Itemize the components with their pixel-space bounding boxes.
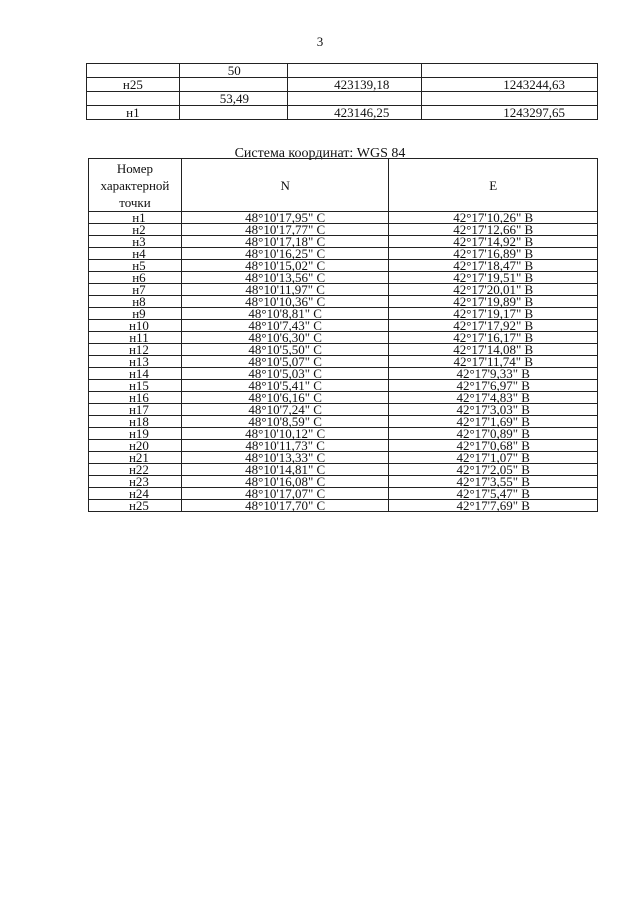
distance-value: 50 xyxy=(227,63,241,78)
y-coordinate-cell: 1243297,65 xyxy=(422,106,598,120)
latitude-cell: 48°10'17,95" С xyxy=(181,212,389,224)
latitude-cell: 48°10'13,56" С xyxy=(181,272,389,284)
longitude-cell: 42°17'19,51" В xyxy=(389,272,598,284)
point-number-cell: н12 xyxy=(89,344,182,356)
header-point-number: Номер характерной точки xyxy=(89,159,182,212)
distance-cell xyxy=(179,64,287,78)
point-number-cell: н23 xyxy=(89,476,182,488)
x-coordinate-cell: 423146,25 xyxy=(287,106,422,120)
latitude-cell: 48°10'17,18" С xyxy=(181,236,389,248)
top-table-body xyxy=(87,64,598,120)
distance-value: 53,49 xyxy=(219,91,249,106)
point-number-cell: н17 xyxy=(89,404,182,416)
point-number-cell: н3 xyxy=(89,236,182,248)
longitude-cell: 42°17'20,01" В xyxy=(389,284,598,296)
latitude-cell: 48°10'17,07" С xyxy=(181,488,389,500)
distance-row xyxy=(87,92,598,106)
latitude-cell: 48°10'5,50" С xyxy=(181,344,389,356)
top-coordinates-table xyxy=(86,63,598,120)
empty-cell xyxy=(422,64,598,78)
point-number-cell: н13 xyxy=(89,356,182,368)
empty-cell xyxy=(179,106,287,120)
empty-cell xyxy=(422,92,598,106)
latitude-cell: 48°10'6,30" С xyxy=(181,332,389,344)
page-number: 3 xyxy=(316,34,324,49)
point-number-cell: н14 xyxy=(89,368,182,380)
header-n: N xyxy=(181,159,389,212)
empty-cell xyxy=(287,92,422,106)
coords-table-body xyxy=(89,212,598,512)
y-coordinate-cell: 1243244,63 xyxy=(422,78,598,92)
longitude-cell: 42°17'16,89" В xyxy=(389,248,598,260)
latitude-cell: 48°10'15,02" С xyxy=(181,260,389,272)
longitude-cell: 42°17'1,07" В xyxy=(389,452,598,464)
point-number-cell: н8 xyxy=(89,296,182,308)
latitude-cell: 48°10'11,97" С xyxy=(181,284,389,296)
longitude-cell: 42°17'18,47" В xyxy=(389,260,598,272)
point-number-cell: н22 xyxy=(89,464,182,476)
point-number-cell: н2 xyxy=(89,224,182,236)
longitude-cell: 42°17'16,17" В xyxy=(389,332,598,344)
point-number-cell: н4 xyxy=(89,248,182,260)
distance-cell xyxy=(179,92,287,106)
longitude-cell: 42°17'19,17" В xyxy=(389,308,598,320)
point-number-cell: н24 xyxy=(89,488,182,500)
longitude-cell: 42°17'19,89" В xyxy=(389,296,598,308)
point-number-cell: н11 xyxy=(89,332,182,344)
header-e: E xyxy=(389,159,598,212)
coordinate-system-caption: Система координат: WGS 84 xyxy=(234,146,406,161)
point-number-cell: н6 xyxy=(89,272,182,284)
point-number-cell: н9 xyxy=(89,308,182,320)
longitude-cell: 42°17'1,69" В xyxy=(389,416,598,428)
empty-cell xyxy=(87,64,180,78)
point-number-cell: н1 xyxy=(87,106,180,120)
empty-cell xyxy=(179,78,287,92)
longitude-cell: 42°17'3,55" В xyxy=(389,476,598,488)
point-number-cell: н16 xyxy=(89,392,182,404)
latitude-cell: 48°10'16,08" С xyxy=(181,476,389,488)
point-number-cell: н25 xyxy=(89,500,182,512)
empty-cell xyxy=(87,92,180,106)
point-row xyxy=(87,78,598,92)
longitude-cell: 42°17'4,83" В xyxy=(389,392,598,404)
latitude-cell: 48°10'5,03" С xyxy=(181,368,389,380)
point-number-cell: н18 xyxy=(89,416,182,428)
point-number-cell: н15 xyxy=(89,380,182,392)
longitude-cell: 42°17'9,33" В xyxy=(389,368,598,380)
longitude-cell: 42°17'7,69" В xyxy=(389,500,598,512)
latitude-cell: 48°10'7,24" С xyxy=(181,404,389,416)
wgs84-coordinates-table xyxy=(88,158,598,512)
longitude-cell: 42°17'5,47" В xyxy=(389,488,598,500)
x-coordinate-cell: 423139,18 xyxy=(287,78,422,92)
empty-cell xyxy=(287,64,422,78)
latitude-cell: 48°10'5,07" С xyxy=(181,356,389,368)
longitude-cell: 42°17'2,05" В xyxy=(389,464,598,476)
latitude-cell: 48°10'8,59" С xyxy=(181,416,389,428)
longitude-cell: 42°17'6,97" В xyxy=(389,380,598,392)
latitude-cell: 48°10'8,81" С xyxy=(181,308,389,320)
latitude-cell: 48°10'17,77" С xyxy=(181,224,389,236)
longitude-cell: 42°17'10,26" В xyxy=(389,212,598,224)
longitude-cell: 42°17'11,74" В xyxy=(389,356,598,368)
point-number-cell: н21 xyxy=(89,452,182,464)
point-number-cell: н19 xyxy=(89,428,182,440)
latitude-cell: 48°10'5,41" С xyxy=(181,380,389,392)
latitude-cell: 48°10'11,73" С xyxy=(181,440,389,452)
latitude-cell: 48°10'17,70" С xyxy=(181,500,389,512)
table-row xyxy=(89,500,598,512)
longitude-cell: 42°17'3,03" В xyxy=(389,404,598,416)
longitude-cell: 42°17'14,08" В xyxy=(389,344,598,356)
point-row xyxy=(87,106,598,120)
latitude-cell: 48°10'14,81" С xyxy=(181,464,389,476)
latitude-cell: 48°10'16,25" С xyxy=(181,248,389,260)
header-row xyxy=(89,159,598,212)
point-number-cell: н5 xyxy=(89,260,182,272)
longitude-cell: 42°17'17,92" В xyxy=(389,320,598,332)
longitude-cell: 42°17'0,89" В xyxy=(389,428,598,440)
longitude-cell: 42°17'0,68" В xyxy=(389,440,598,452)
latitude-cell: 48°10'6,16" С xyxy=(181,392,389,404)
point-number-cell: н20 xyxy=(89,440,182,452)
latitude-cell: 48°10'10,12" С xyxy=(181,428,389,440)
point-number-cell: н7 xyxy=(89,284,182,296)
point-number-cell: н1 xyxy=(89,212,182,224)
latitude-cell: 48°10'13,33" С xyxy=(181,452,389,464)
longitude-cell: 42°17'14,92" В xyxy=(389,236,598,248)
latitude-cell: 48°10'10,36" С xyxy=(181,296,389,308)
point-number-cell: н25 xyxy=(87,78,180,92)
longitude-cell: 42°17'12,66" В xyxy=(389,224,598,236)
point-number-cell: н10 xyxy=(89,320,182,332)
latitude-cell: 48°10'7,43" С xyxy=(181,320,389,332)
distance-row xyxy=(87,64,598,78)
